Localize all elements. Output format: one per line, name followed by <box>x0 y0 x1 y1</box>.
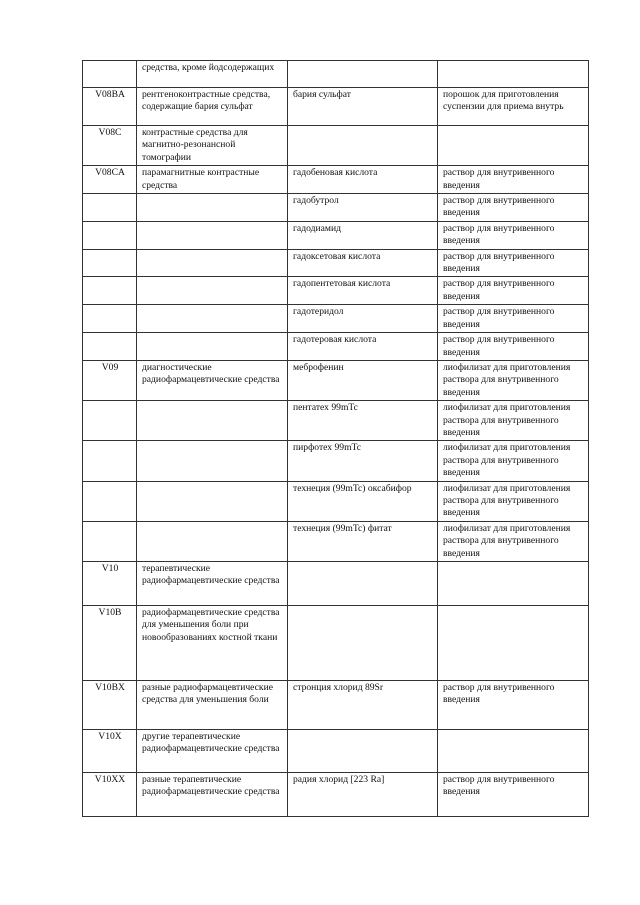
drug-name-cell <box>288 126 438 166</box>
atc-code-cell <box>83 194 137 222</box>
dosage-form-cell <box>438 61 589 88</box>
group-cell: терапевтические радиофармацевтические средства <box>137 562 288 606</box>
table-row <box>83 401 589 441</box>
table-row <box>83 360 589 400</box>
group-cell <box>137 481 288 521</box>
dosage-form-cell: раствор для внутривенного введения <box>438 333 589 361</box>
dosage-form-cell: лиофилизат для приготовления раствора для внутривенного введения <box>438 481 589 521</box>
dosage-form-cell: лиофилизат для приготовления раствора для внутривенного введения <box>438 441 589 481</box>
drug-table <box>82 60 589 817</box>
group-cell <box>137 441 288 481</box>
drug-name-cell: стронция хлорид 89Sr <box>288 681 438 730</box>
group-cell: разные терапевтические радиофармацевтические средства <box>137 773 288 817</box>
atc-code-cell <box>83 221 137 249</box>
atc-code-cell <box>83 401 137 441</box>
drug-name-cell: гадобеновая кислота <box>288 166 438 194</box>
drug-name-cell: гадоксетовая кислота <box>288 249 438 277</box>
group-cell <box>137 521 288 561</box>
drug-name-cell <box>288 730 438 773</box>
drug-name-cell: технеция (99mTc) оксабифор <box>288 481 438 521</box>
table-row <box>83 194 589 222</box>
atc-code-cell: V08C <box>83 126 137 166</box>
dosage-form-cell: раствор для внутривенного введения <box>438 277 589 305</box>
table-row <box>83 61 589 88</box>
atc-code-cell: V09 <box>83 360 137 400</box>
atc-code-cell <box>83 277 137 305</box>
table-row <box>83 277 589 305</box>
dosage-form-cell <box>438 606 589 681</box>
dosage-form-cell: раствор для внутривенного введения <box>438 773 589 817</box>
dosage-form-cell: раствор для внутривенного введения <box>438 249 589 277</box>
group-cell <box>137 194 288 222</box>
atc-code-cell <box>83 249 137 277</box>
drug-name-cell: гадопентетовая кислота <box>288 277 438 305</box>
drug-name-cell: радия хлорид [223 Ra] <box>288 773 438 817</box>
atc-code-cell: V10 <box>83 562 137 606</box>
group-cell: парамагнитные контрастные средства <box>137 166 288 194</box>
drug-name-cell: пирфотех 99mTc <box>288 441 438 481</box>
group-cell <box>137 305 288 333</box>
table-row <box>83 521 589 561</box>
table-row <box>83 333 589 361</box>
table-row <box>83 249 589 277</box>
drug-name-cell <box>288 606 438 681</box>
group-cell: рентгеноконтрастные средства, содержащие бария сульфат <box>137 88 288 126</box>
group-cell <box>137 277 288 305</box>
atc-code-cell: V10B <box>83 606 137 681</box>
dosage-form-cell <box>438 562 589 606</box>
group-cell <box>137 401 288 441</box>
atc-code-cell <box>83 305 137 333</box>
drug-name-cell: меброфенин <box>288 360 438 400</box>
group-cell <box>137 221 288 249</box>
table-row <box>83 606 589 681</box>
drug-name-cell: бария сульфат <box>288 88 438 126</box>
table-row <box>83 305 589 333</box>
atc-code-cell <box>83 481 137 521</box>
table-row <box>83 166 589 194</box>
group-cell: контрастные средства для магнитно-резонансной томографии <box>137 126 288 166</box>
drug-name-cell: гадотеровая кислота <box>288 333 438 361</box>
dosage-form-cell: лиофилизат для приготовления раствора для внутривенного введения <box>438 360 589 400</box>
atc-code-cell <box>83 333 137 361</box>
table-row <box>83 441 589 481</box>
atc-code-cell: V10X <box>83 730 137 773</box>
dosage-form-cell: раствор для внутривенного введения <box>438 681 589 730</box>
drug-name-cell <box>288 562 438 606</box>
atc-code-cell <box>83 61 137 88</box>
dosage-form-cell: лиофилизат для приготовления раствора для внутривенного введения <box>438 521 589 561</box>
atc-code-cell: V08CA <box>83 166 137 194</box>
group-cell <box>137 333 288 361</box>
dosage-form-cell <box>438 730 589 773</box>
table-row <box>83 730 589 773</box>
table-row <box>83 126 589 166</box>
group-cell: разные радиофармацевтические средства для уменьшения боли <box>137 681 288 730</box>
dosage-form-cell: раствор для внутривенного введения <box>438 194 589 222</box>
atc-code-cell: V08BA <box>83 88 137 126</box>
group-cell <box>137 249 288 277</box>
dosage-form-cell: раствор для внутривенного введения <box>438 305 589 333</box>
table-row <box>83 681 589 730</box>
atc-code-cell <box>83 521 137 561</box>
dosage-form-cell: раствор для внутривенного введения <box>438 166 589 194</box>
drug-name-cell: гадобутрол <box>288 194 438 222</box>
atc-code-cell: V10BX <box>83 681 137 730</box>
drug-name-cell: пентатех 99mTc <box>288 401 438 441</box>
table-row <box>83 562 589 606</box>
drug-name-cell: гадодиамид <box>288 221 438 249</box>
table-row <box>83 481 589 521</box>
dosage-form-cell: раствор для внутривенного введения <box>438 221 589 249</box>
drug-name-cell <box>288 61 438 88</box>
table-body <box>83 61 589 817</box>
dosage-form-cell: порошок для приготовления суспензии для приема внутрь <box>438 88 589 126</box>
atc-code-cell <box>83 441 137 481</box>
table-row <box>83 88 589 126</box>
dosage-form-cell <box>438 126 589 166</box>
group-cell: другие терапевтические радиофармацевтические средства <box>137 730 288 773</box>
group-cell: средства, кроме йодсодержащих <box>137 61 288 88</box>
group-cell: радиофармацевтические средства для уменьшения боли при новообразованиях костной ткани <box>137 606 288 681</box>
table-row <box>83 221 589 249</box>
drug-name-cell: гадотеридол <box>288 305 438 333</box>
drug-name-cell: технеция (99mTc) фитат <box>288 521 438 561</box>
atc-code-cell: V10XX <box>83 773 137 817</box>
dosage-form-cell: лиофилизат для приготовления раствора для внутривенного введения <box>438 401 589 441</box>
table-row <box>83 773 589 817</box>
group-cell: диагностические радиофармацевтические средства <box>137 360 288 400</box>
